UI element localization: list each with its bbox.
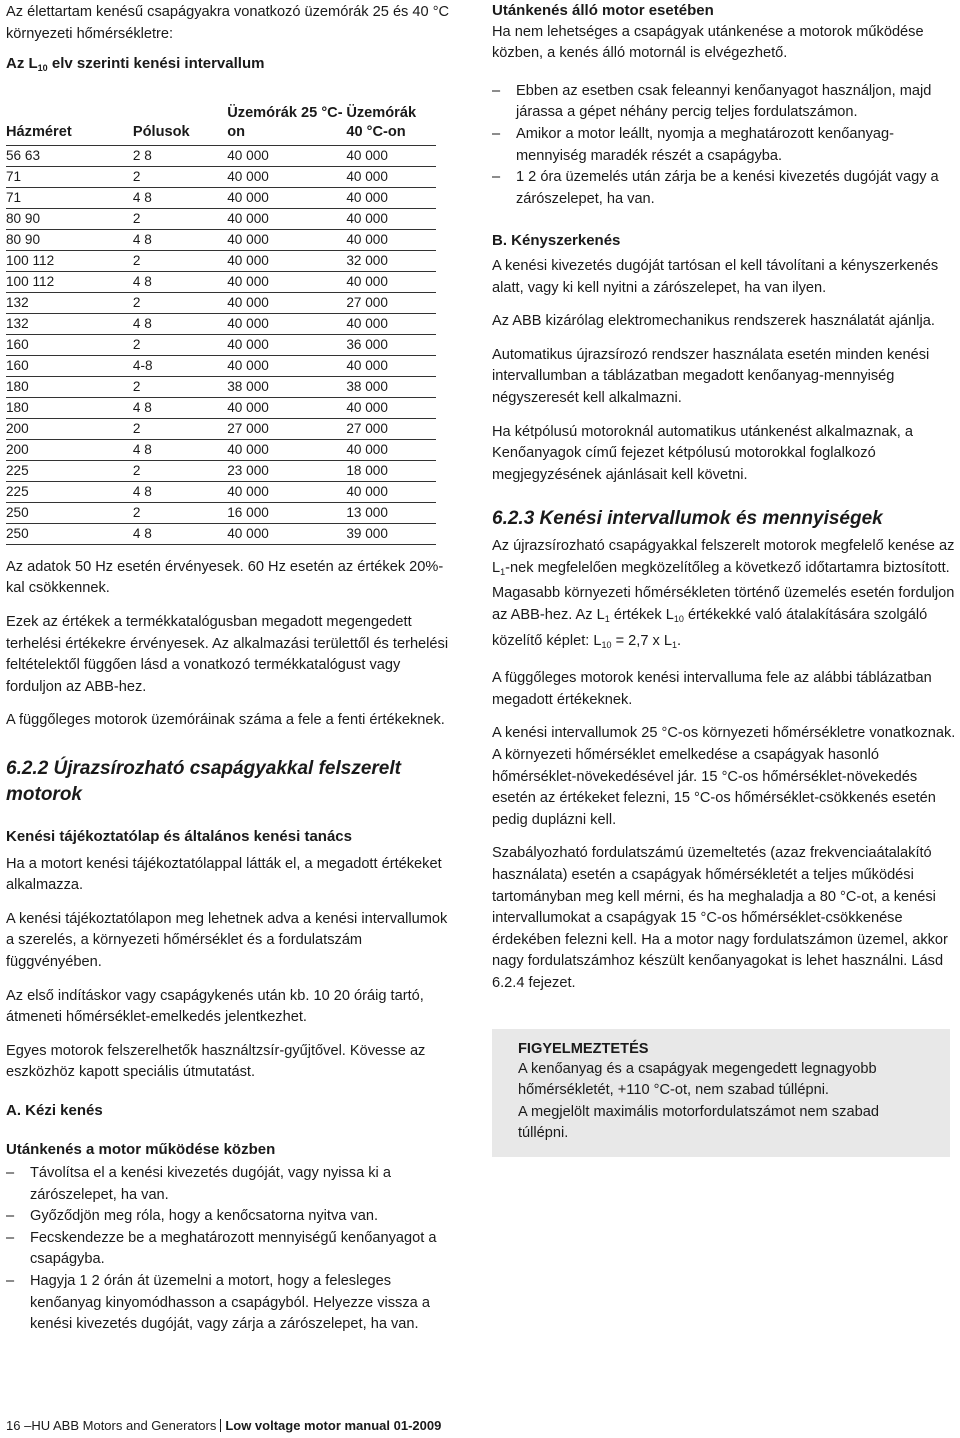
note-catalogue: Ezek az értékek a termékkatalógusban megadott megengedett terhelési értékekre érvényesek. Az alkalmazási területtől és terhelési feltételektől függően lásd a vonatkozó termékkatalógust vagy forduljon az ABB-hez. [6,613,449,695]
cell-poles: 4 8 [133,229,227,250]
cell-hours-40: 40 000 [346,187,436,208]
list-item: – Amikor a motor leállt, nyomja a meghatározott kenőanyag-mennyiség maradék részét a csapágyba. [492,124,956,167]
cell-hours-40: 13 000 [346,502,436,523]
running-heading: Utánkenés a motor működése közben [6,1141,276,1159]
cell-frame-size: 80 90 [6,208,133,229]
footer-brand: ABB Motors and Generators [53,1418,217,1433]
intervals-p3: A kenési intervallumok 25 °C-os környezeti hőmérsékletre vonatkoznak. A környezeti hőmérséklet emelkedése a csapágyak hasonló hőmérséklet-növekedésével jár. 15 °C-os hőmérséklet-növekedés esetén az értékeket felezni, 15 °C-os hőmérséklet-csökkenés esetén pedig duplázni kell. [492,725,956,828]
cell-poles: 2 [133,376,227,397]
cell-hours-40: 40 000 [346,313,436,334]
cell-hours-40: 40 000 [346,271,436,292]
warning-p1: A kenőanyag és a csapágyak megengedett legnagyobb hőmérsékletét, +110 °C-ot, nem szabad túllépni. [518,1060,877,1099]
cell-poles: 4 8 [133,271,227,292]
table-row [6,523,436,544]
p1-b: -nek megfelelően megközelítőleg a következő időtartamra biztosított. Magasabb környezeti hőmérsékleten történő üzemelés esetén forduljon az ABB-hez. Az L [492,559,955,624]
table-row [6,313,436,334]
cell-poles: 4 8 [133,397,227,418]
cell-frame-size: 132 [6,292,133,313]
interval-heading-sub: 10 [37,63,48,74]
table-row [6,187,436,208]
forced-heading: B. Kényszerkenés [492,232,621,250]
list-item: – 1 2 óra üzemelés után zárja be a kenési kivezetés dugóját vagy a zárószelepet, ha van. [492,167,956,210]
footer-separator [220,1419,221,1432]
p1-e: = 2,7 x L [611,632,672,649]
cell-frame-size: 132 [6,313,133,334]
table-row [6,376,436,397]
cell-frame-size: 71 [6,187,133,208]
cell-hours-40: 40 000 [346,397,436,418]
cell-hours-40: 39 000 [346,523,436,544]
table-row [6,208,436,229]
p1-a: Az újrazsírozható csapágyakkal felszerelt motorok megfelelő kenése az L [492,538,955,576]
manual-heading: A. Kézi kenés [6,1101,103,1119]
cell-hours-25: 27 000 [227,418,346,439]
warning-p2: A megjelölt maximális motorfordulatszámot nem szabad túllépni. [518,1103,879,1142]
cell-hours-40: 36 000 [346,334,436,355]
cell-hours-25: 40 000 [227,250,346,271]
table-row [6,271,436,292]
forced-p1: A kenési kivezetés dugóját tartósan el kell távolítani a kényszerkenés alatt, vagy ki kell nyitni a zárószelepet, ha van ilyen. [492,257,939,296]
list-item: – Fecskendezze be a meghatározott mennyiségű kenőanyagot a csapágyba. [6,1228,456,1271]
standstill-text: Ha nem lehetséges a csapágyak utánkenése a motorok működése közben, a kenés álló motornál is elvégezhető. [492,23,924,62]
cell-frame-size: 100 112 [6,250,133,271]
section-title-623: 6.2.3 Kenési intervallumok és mennyiségek [492,508,883,530]
cell-poles: 2 [133,166,227,187]
interval-heading-post: elv szerinti kenési intervallum [47,55,265,73]
info-p4: Egyes motorok felszerelhetők használtzsír-gyűjtővel. Kövesse az eszközhöz kapott speciális útmutatást. [6,1042,426,1081]
col-header-hours-40: Üzemórák 40 °C-on [346,104,436,146]
table-row [6,481,436,502]
intervals-p1 [492,536,956,656]
cell-hours-40: 40 000 [346,166,436,187]
cell-hours-40: 40 000 [346,145,436,166]
section-title-622: 6.2.2 Újrazsírozható csapágyakkal felszerelt motorok [6,757,401,805]
intro-text: Az élettartam kenésű csapágyakra vonatkozó üzemórák 25 és 40 °C környezeti hőmérsékletre: [6,4,450,42]
cell-poles: 2 [133,250,227,271]
cell-hours-25: 40 000 [227,355,346,376]
cell-poles: 2 [133,292,227,313]
cell-hours-25: 40 000 [227,334,346,355]
p1-s3: 10 [673,614,684,625]
p1-s5: 1 [672,639,678,650]
table-row [6,250,436,271]
page-footer [6,1418,441,1433]
table-row [6,397,436,418]
cell-hours-25: 23 000 [227,460,346,481]
cell-hours-40: 40 000 [346,229,436,250]
interval-heading-pre: Az L [6,55,38,73]
lubrication-interval-table [6,104,436,545]
cell-hours-25: 40 000 [227,145,346,166]
p1-d: értékekké való átalakítására szolgáló közelítő képlet: L [492,607,928,649]
cell-frame-size: 100 112 [6,271,133,292]
left-column [6,0,456,1336]
cell-poles: 4 8 [133,187,227,208]
page-number: 16 [6,1418,21,1433]
interval-heading [6,53,456,80]
forced-p4: Ha kétpólusú motoroknál automatikus utánkenést alkalmaznak, a Kenőanyagok című fejezet kétpólusú motorokkal foglalkozó megjegyzésének ajánlásait kell követni. [492,423,914,483]
cell-hours-25: 40 000 [227,439,346,460]
forced-p3: Automatikus újrazsírozó rendszer használata esetén minden kenési intervallumban a táblázatban megadott kenőanyag-mennyiség négyszeresét kell alkalmazni. [492,346,930,406]
table-row [6,292,436,313]
forced-p2: Az ABB kizárólag elektromechanikus rendszerek használatát ajánlja. [492,313,935,330]
cell-hours-25: 40 000 [227,313,346,334]
table-row [6,502,436,523]
cell-poles: 2 [133,502,227,523]
cell-hours-25: 40 000 [227,187,346,208]
note-vertical: A függőleges motorok üzemóráinak száma a fele a fenti értékeknek. [6,712,445,729]
cell-hours-40: 40 000 [346,439,436,460]
p1-s1: 1 [500,566,506,577]
cell-poles: 2 [133,334,227,355]
cell-poles: 4 8 [133,481,227,502]
warning-title: FIGYELMEZTETÉS [518,1040,649,1057]
info-p3: Az első indításkor vagy csapágykenés után kb. 10 20 óráig tartó, átmeneti hőmérséklet-emelkedés jelentkezhet. [6,987,424,1026]
cell-hours-40: 40 000 [346,481,436,502]
cell-hours-25: 40 000 [227,523,346,544]
cell-frame-size: 200 [6,439,133,460]
cell-hours-25: 40 000 [227,292,346,313]
footer-lang: HU [31,1418,51,1433]
cell-frame-size: 180 [6,376,133,397]
cell-hours-40: 27 000 [346,418,436,439]
p1-c: értékek L [609,607,674,624]
table-row [6,460,436,481]
cell-frame-size: 80 90 [6,229,133,250]
intervals-p2: A függőleges motorok kenési intervalluma fele az alábbi táblázatban megadott értékeknek. [492,670,932,708]
cell-hours-25: 40 000 [227,271,346,292]
info-p2: A kenési tájékoztatólapon meg lehetnek adva a kenési intervallumok a szerelés, a környezeti hőmérséklet és a fordulatszám függvényében. [6,910,448,970]
cell-frame-size: 160 [6,355,133,376]
p1-s2: 1 [604,614,610,625]
cell-hours-25: 40 000 [227,166,346,187]
p1-f: . [677,632,682,649]
table-row [6,418,436,439]
cell-frame-size: 250 [6,523,133,544]
cell-poles: 4 8 [133,523,227,544]
list-item: – Ebben az esetben csak feleannyi kenőanyagot használjon, majd járassa a gépet néhány percig teljes fordulatszámon. [492,81,956,124]
table-row [6,334,436,355]
p1-s4: 10 [601,639,612,650]
cell-hours-25: 40 000 [227,481,346,502]
cell-frame-size: 200 [6,418,133,439]
cell-poles: 4 8 [133,313,227,334]
cell-hours-40: 40 000 [346,208,436,229]
cell-hours-40: 27 000 [346,292,436,313]
cell-frame-size: 250 [6,502,133,523]
warning-box [492,1029,950,1157]
cell-frame-size: 160 [6,334,133,355]
col-header-frame-size: Házméret [6,104,133,146]
footer-doc-title: Low voltage motor manual 01-2009 [225,1418,442,1433]
standstill-heading: Utánkenés álló motor esetében [492,2,714,19]
cell-frame-size: 56 63 [6,145,133,166]
footer-lang-prefix: – [24,1418,32,1433]
cell-frame-size: 180 [6,397,133,418]
right-column [492,0,956,1157]
cell-frame-size: 71 [6,166,133,187]
cell-poles: 4-8 [133,355,227,376]
list-item: – Távolítsa el a kenési kivezetés dugóját, vagy nyissa ki a zárószelepet, ha van. [6,1163,456,1206]
cell-hours-25: 40 000 [227,397,346,418]
cell-frame-size: 225 [6,460,133,481]
info-p1: Ha a motort kenési tájékoztatólappal látták el, a megadott értékeket alkalmazza. [6,855,442,894]
cell-hours-40: 32 000 [346,250,436,271]
col-header-poles: Pólusok [133,104,227,146]
table-header-row [6,104,436,146]
cell-poles: 4 8 [133,439,227,460]
standstill-steps-list [492,81,956,211]
running-steps-list [6,1163,456,1336]
list-item: – Győződjön meg róla, hogy a kenőcsatorna nyitva van. [6,1206,456,1228]
table-row [6,229,436,250]
col-header-hours-25: Üzemórák 25 °C-on [227,104,346,146]
cell-frame-size: 225 [6,481,133,502]
table-row [6,166,436,187]
table-row [6,439,436,460]
cell-poles: 2 [133,418,227,439]
table-row [6,145,436,166]
cell-hours-25: 38 000 [227,376,346,397]
cell-hours-40: 18 000 [346,460,436,481]
cell-poles: 2 [133,460,227,481]
cell-poles: 2 [133,208,227,229]
table-body [6,145,436,544]
table-row [6,355,436,376]
cell-hours-40: 40 000 [346,355,436,376]
cell-hours-25: 40 000 [227,229,346,250]
info-heading: Kenési tájékoztatólap és általános kenési tanács [6,827,352,845]
cell-hours-40: 38 000 [346,376,436,397]
cell-hours-25: 40 000 [227,208,346,229]
cell-hours-25: 16 000 [227,502,346,523]
cell-poles: 2 8 [133,145,227,166]
intervals-p4: Szabályozható fordulatszámú üzemeltetés (azaz frekvenciaátalakító használata) esetén a csapágyak hőmérsékletét a teljes működési tartományban meg kell mérni, és ha meghaladja a 80 °C-ot, a kenési intervallumokat a csapágyak 15 °C-os hőmérséklet-csökkenése érdekében felezni kell. Ha a motor nagy fordulatszámon üzemel, akkor nagy fordulatszámhoz készült kenőanyagokat is lehet használni. Lásd 6.2.4 fejezet. [492,845,948,991]
note-50hz: Az adatok 50 Hz esetén érvényesek. 60 Hz esetén az értékek 20%-kal csökkennek. [6,558,444,597]
list-item: – Hagyja 1 2 órán át üzemelni a motort, hogy a felesleges kenőanyag kinyomódhasson a csapágyból. Helyezze vissza a kenési kivezetés dugóját, vagy zárja a zárószelepet, ha van. [6,1271,456,1336]
